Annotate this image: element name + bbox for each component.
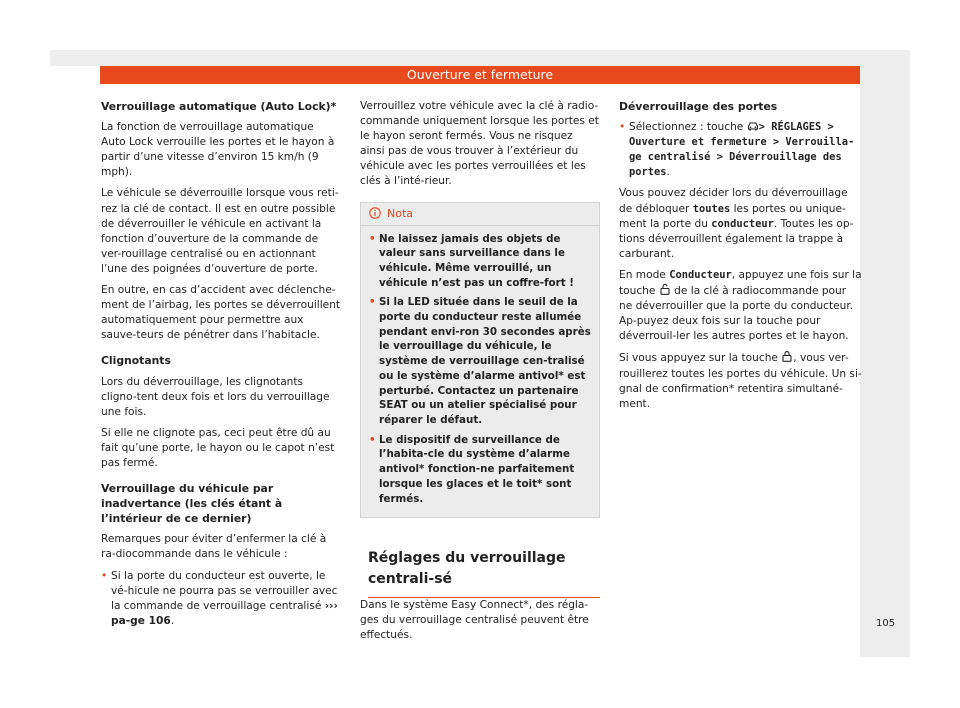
note-item: • Ne laissez jamais des objets de valeur sans surveillance dans le véhicule. Même verrouillé, un véhicule n’est pas un coffre-fort ! — [369, 232, 591, 291]
paragraph — [619, 186, 862, 261]
text: . Toutes les op-tions déverrouillent également la trappe à carburant. — [619, 217, 854, 260]
bullet-item — [619, 120, 862, 180]
menu-path: > RÉGLAGES > Ouverture et fermeture > Verrouilla-ge centralisé > Déverrouillage des portes — [629, 121, 855, 179]
paragraph: Lors du déverrouillage, les clignotants cligno-tent deux fois et lors du verrouillage une fois. — [101, 375, 330, 418]
text: , appuyez une fois sur la touche — [619, 268, 862, 298]
bullet-item — [101, 569, 341, 629]
paragraph: Dans le système Easy Connect*, des régla-ges du verrouillage centralisé peuvent être effectués. — [360, 599, 589, 642]
note-header — [361, 203, 599, 226]
lock-icon — [781, 350, 793, 361]
heading-auto-lock: Verrouillage automatique (Auto Lock)* — [101, 100, 337, 113]
text: les portes ou unique-ment la porte du — [619, 202, 846, 230]
heading-deverrouillage: Déverrouillage des portes — [619, 100, 778, 113]
paragraph — [619, 268, 862, 344]
paragraph — [619, 350, 862, 411]
heading-clignotants: Clignotants — [101, 354, 171, 368]
column-right — [619, 99, 862, 418]
paragraph: En outre, en cas d’accident avec déclenche-ment de l’airbag, les portes se déverrouillent automatiquement pour permettre aux sauve-teurs de pénétrer dans l’habitacle. — [101, 284, 341, 342]
paragraph: La fonction de verrouillage automatique Auto Lock verrouille les portes et le hayon à partir d’une vitesse d’environ 15 km/h (9 mph). — [101, 121, 335, 179]
column-left — [101, 99, 341, 635]
section-header: Ouverture et fermeture — [100, 66, 860, 84]
page-reference-link[interactable]: ››› pa-ge 106 — [111, 599, 338, 627]
option-toutes: toutes — [692, 202, 731, 215]
note-title: Nota — [387, 206, 414, 220]
unlock-icon — [659, 283, 671, 294]
text: En mode — [619, 268, 670, 281]
option-conducteur: conducteur — [711, 217, 774, 230]
text: de la clé à radiocommande pour ne déverrouiller que la porte du conducteur. Ap-puyez deux fois sur la touche pour déverrouil-ler les autres portes et le hayon. — [619, 285, 854, 343]
paragraph: Remarques pour éviter d’enfermer la clé à ra-diocommande dans le véhicule : — [101, 533, 327, 561]
paragraph: Le véhicule se déverrouille lorsque vous reti-rez la clé de contact. Il est en outre possible de déverrouiller le véhicule en activant la fonction d’ouverture de la commande de ver-rouillage centralisé ou en actionnant l’une des poignées d’ouverture de porte. — [101, 187, 339, 275]
bullet-end: . — [666, 166, 670, 179]
car-menu-icon — [747, 120, 759, 131]
note-box — [360, 202, 600, 519]
section-title-reglages: Réglages du verrouillage centrali-sé — [368, 548, 600, 598]
mode-conducteur: Conducteur — [669, 268, 732, 281]
bullet-text: Si la porte du conducteur est ouverte, le vé-hicule ne pourra pas se verrouiller avec la commande de verrouillage centralisé — [111, 569, 338, 612]
column-middle — [360, 99, 600, 650]
text: , vous ver-rouillerez toutes les portes du véhicule. Un si-gnal de confirmation* retentira simultané-ment. — [619, 352, 862, 410]
note-item: • Le dispositif de surveillance de l’habita-cle du système d’alarme antivol* fonction-ne parfaitement lorsque les glaces et le toit* sont fermés. — [369, 433, 591, 507]
bullet-text: Sélectionnez : touche — [629, 121, 747, 134]
text: Si vous appuyez sur la touche — [619, 352, 782, 365]
paragraph: Verrouillez votre véhicule avec la clé à radio-commande uniquement lorsque les portes et le hayon seront fermés. Vous ne risquez ainsi pas de vous trouver à l’extérieur du véhicule avec les portes verrouillées et les clés à l’inté-rieur. — [360, 100, 599, 188]
bullet-end: . — [170, 614, 175, 627]
page-number: 105 — [876, 618, 896, 629]
heading-verrouillage-inadvertance: Verrouillage du véhicule par inadvertance (les clés étant à l’intérieur de ce dernier) — [101, 482, 283, 526]
info-icon — [369, 205, 381, 217]
text: Vous pouvez décider lors du déverrouillage de débloquer — [619, 187, 848, 215]
note-item: • Si la LED située dans le seuil de la porte du conducteur reste allumée pendant envi-ron 30 secondes après le verrouillage du véhicule, le système de verrouillage cen-tralisé ou le système d’alarme antivol* est perturbé. Contactez un partenaire SEAT ou un atelier spécialisé pour réparer le défaut. — [369, 295, 591, 427]
paragraph: Si elle ne clignote pas, ceci peut être dû au fait qu’une porte, le hayon ou le capot n’est pas fermé. — [101, 426, 335, 469]
